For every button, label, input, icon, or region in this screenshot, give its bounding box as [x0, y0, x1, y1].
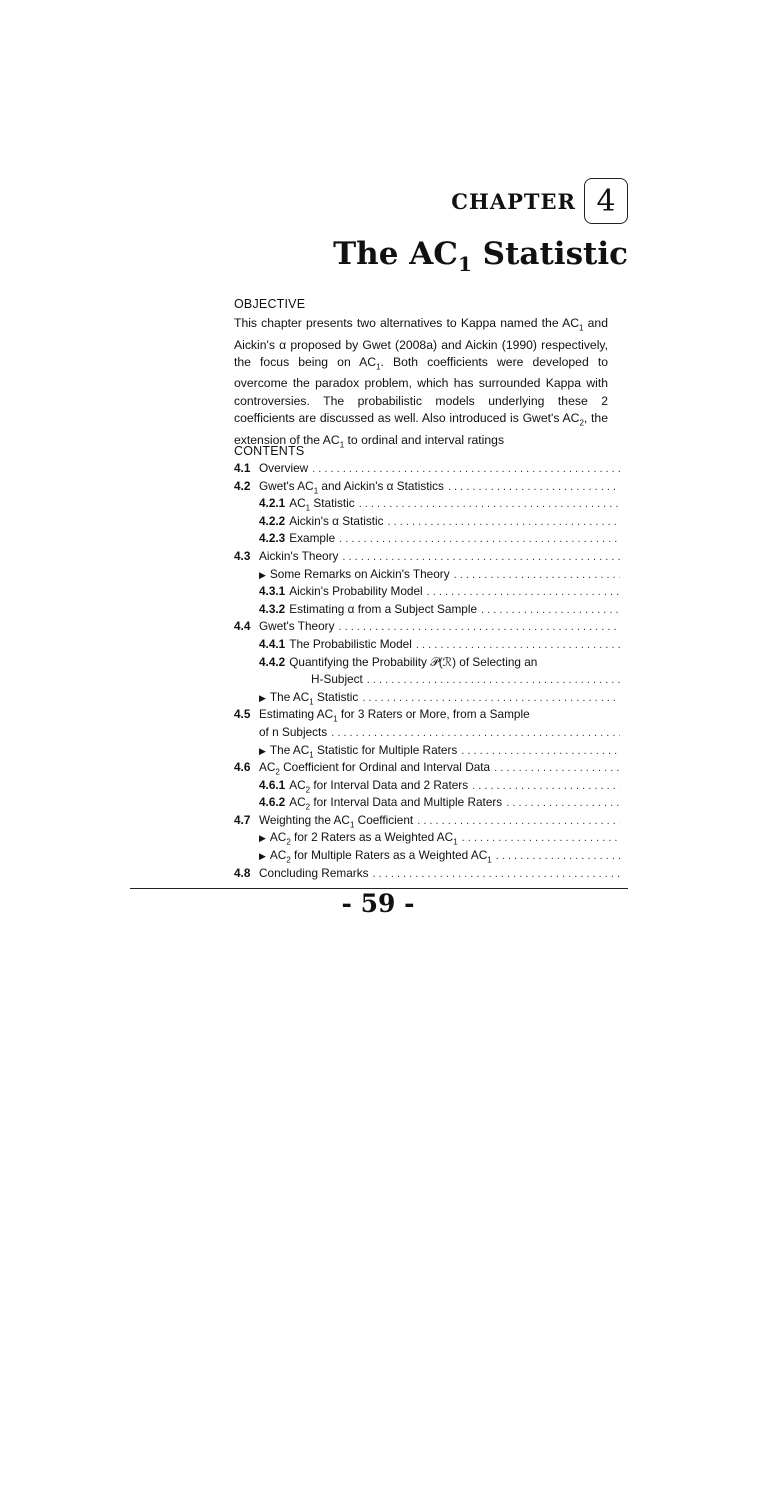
- toc-title-text: Weighting the AC: [259, 812, 350, 827]
- toc-title-text: Statistic: [313, 689, 359, 704]
- toc-entry[interactable]: [234, 866, 624, 884]
- triangle-bullet-icon: ▶: [259, 692, 266, 703]
- toc-section-number: 4.1: [234, 461, 251, 475]
- table-of-contents: [234, 461, 624, 883]
- objective-text: . Both coefficients were developed to overcome the paradox problem, which has surrounded Kappa with controversies. The probabilistic models underlying these 2 coefficients are discussed as well. Also introduced is Gwet's AC: [234, 354, 608, 425]
- chapter-heading: [451, 178, 628, 224]
- toc-title-text: AC: [259, 760, 276, 775]
- toc-title-text: Quantifying the Probability 𝒫(ℛ) of Selecting an: [289, 654, 538, 669]
- toc-section-number: 4.6.1: [259, 777, 286, 792]
- toc-section-number: 4.8: [234, 865, 251, 880]
- toc-title-text: AC: [289, 795, 306, 810]
- toc-title-text: for 3 Raters or More, from a Sample: [337, 707, 530, 722]
- triangle-bullet-icon: ▶: [259, 569, 266, 580]
- chapter-title: [333, 236, 628, 276]
- toc-title-text: Overview: [259, 461, 309, 475]
- toc-section-number: 4.6: [234, 760, 251, 775]
- toc-title-text: Coefficient: [354, 812, 414, 827]
- toc-page-number: [234, 461, 768, 1485]
- objective-paragraph: [234, 315, 608, 453]
- chapter-number-box: 4: [584, 178, 628, 224]
- toc-title-text: The AC: [269, 742, 310, 757]
- toc-section-number: 4.3.1: [259, 584, 286, 599]
- toc-title-text: Gwet's AC: [259, 478, 314, 493]
- toc-title-subscript: 2: [305, 785, 311, 795]
- toc-title-text: H-Subject: [311, 672, 363, 687]
- toc-section-number: 4.4: [234, 619, 251, 634]
- toc-title-subscript: 2: [275, 767, 280, 777]
- toc-section-number: 4.2.1: [259, 496, 286, 511]
- objective-text: to ordinal and interval ratings: [344, 432, 505, 447]
- triangle-bullet-icon: ▶: [259, 745, 266, 756]
- toc-title-text: for Interval Data and Multiple Raters: [310, 795, 503, 810]
- toc-title-subscript: 1: [349, 820, 355, 830]
- toc-title-text: Aickin's Probability Model: [289, 584, 423, 599]
- chapter-title-end: Statistic: [471, 236, 628, 272]
- triangle-bullet-icon: ▶: [259, 833, 266, 844]
- toc-section-number: 4.3.2: [259, 601, 286, 616]
- toc-title-text: for Interval Data and 2 Raters: [310, 777, 469, 792]
- toc-title-subscript: 1: [487, 855, 492, 865]
- toc-title-text: Example: [289, 531, 336, 546]
- toc-title-subscript: 1: [333, 714, 338, 724]
- objective-heading: OBJECTIVE: [234, 297, 306, 311]
- toc-title-subscript: 2: [305, 802, 311, 812]
- toc-title-text: AC: [289, 496, 306, 511]
- objective-text: and Aickin's α proposed by Gwet (2008a) and Aickin (1990) respectively, the focus being on AC: [234, 316, 608, 369]
- toc-title-subscript: 1: [453, 837, 458, 847]
- toc-title-text: Coefficient for Ordinal and Interval Data: [279, 760, 491, 775]
- toc-section-number: 4.3: [234, 548, 251, 563]
- toc-section-number: 4.4.1: [259, 636, 286, 651]
- objective-subscript: 2: [579, 418, 584, 428]
- toc-title-text: Some Remarks on Aickin's Theory: [269, 566, 450, 581]
- toc-title-text: Statistic for Multiple Raters: [313, 742, 458, 757]
- toc-title-text: for Multiple Raters as a Weighted AC: [290, 848, 488, 863]
- toc-title-text: and Aickin's α Statistics: [318, 478, 444, 493]
- toc-section-number: 4.4.2: [259, 654, 286, 669]
- page-number: - 59 -: [341, 889, 415, 918]
- objective-subscript: 1: [579, 323, 584, 333]
- toc-section-number: 4.2.2: [259, 513, 286, 528]
- toc-title-text: Concluding Remarks: [259, 865, 369, 880]
- toc-title-text: Gwet's Theory: [259, 619, 335, 634]
- toc-title-text: The Probabilistic Model: [289, 636, 412, 651]
- contents-heading: CONTENTS: [234, 444, 305, 458]
- toc-title-subscript: 1: [313, 485, 319, 495]
- toc-title-text: of n Subjects: [259, 724, 328, 739]
- toc-title-subscript: 1: [309, 697, 314, 707]
- toc-title-subscript: 2: [286, 855, 291, 865]
- objective-text: This chapter presents two alternatives to Kappa named the AC: [234, 316, 580, 330]
- toc-section-number: 4.6.2: [259, 795, 286, 810]
- toc-section-number: 4.2.3: [259, 531, 286, 546]
- toc-title-text: Estimating α from a Subject Sample: [289, 601, 478, 616]
- toc-title-text: The AC: [269, 689, 310, 704]
- triangle-bullet-icon: ▶: [259, 851, 266, 862]
- toc-title-text: Aickin's α Statistic: [289, 513, 384, 528]
- toc-title-text: for 2 Raters as a Weighted AC: [290, 830, 454, 845]
- toc-title-text: Statistic: [310, 496, 355, 511]
- objective-subscript: 1: [339, 439, 345, 449]
- toc-title-text: Estimating AC: [259, 707, 334, 722]
- toc-title-text: AC: [269, 830, 287, 845]
- chapter-title-subscript: 1: [457, 252, 472, 277]
- chapter-label: CHAPTER: [451, 188, 576, 214]
- toc-title-subscript: 2: [286, 837, 291, 847]
- toc-title-text: Aickin's Theory: [259, 548, 339, 563]
- objective-text: , the extension of the AC: [234, 410, 608, 447]
- toc-section-number: 4.2: [234, 478, 251, 493]
- chapter-title-start: The AC: [333, 236, 458, 272]
- toc-title-subscript: 1: [305, 503, 311, 513]
- objective-subscript: 1: [376, 362, 381, 372]
- toc-section-number: 4.7: [234, 812, 251, 827]
- toc-title-subscript: 1: [309, 749, 314, 759]
- toc-title-text: AC: [269, 848, 287, 863]
- toc-title-text: AC: [289, 777, 306, 792]
- toc-section-number: 4.5: [234, 707, 251, 722]
